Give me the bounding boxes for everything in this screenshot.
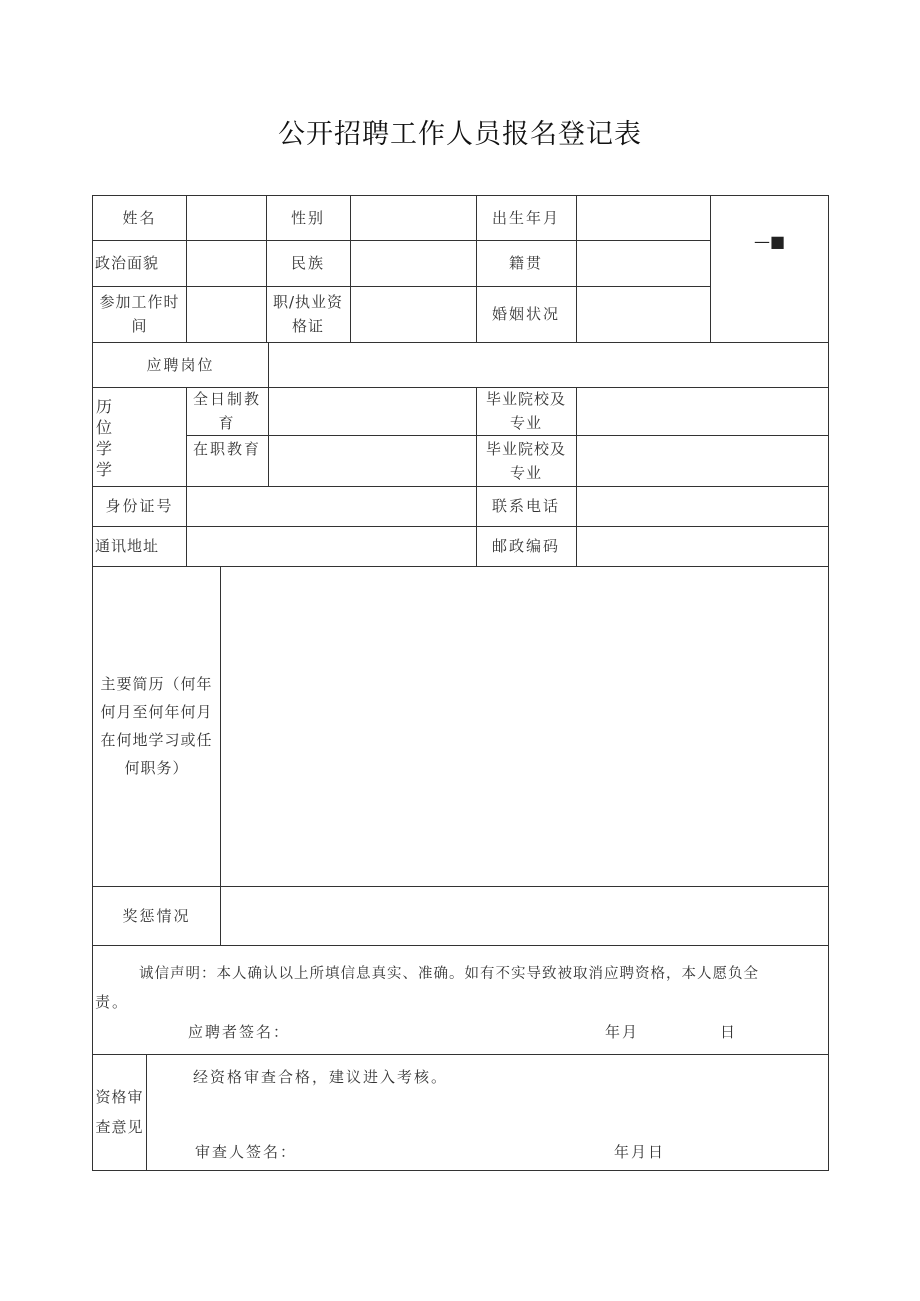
review-date: 年月日 xyxy=(614,1143,666,1161)
birth-input[interactable] xyxy=(577,196,710,240)
native-place-input[interactable] xyxy=(577,240,710,286)
applicant-signature-field[interactable] xyxy=(293,1019,593,1045)
applicant-signature-label: 应聘者签名： xyxy=(188,1023,291,1041)
inservice-school-input[interactable] xyxy=(577,435,828,486)
column-divider xyxy=(146,1054,147,1170)
birth-label: 出生年月 xyxy=(491,209,560,227)
declaration-text: 诚信声明：本人确认以上所填信息真实、准确。如有不实导致被取消应聘资格，本人愿负全 xyxy=(139,966,759,982)
position-input[interactable] xyxy=(269,342,828,387)
photo-box[interactable]: —■ xyxy=(753,232,786,251)
name-label: 姓名 xyxy=(122,209,157,227)
reviewer-signature-label: 审查人签名： xyxy=(195,1143,298,1161)
native-place-label: 籍贯 xyxy=(508,254,543,272)
postcode-label: 邮政编码 xyxy=(491,537,560,555)
phone-label: 联系电话 xyxy=(491,497,560,515)
declaration-date-month: 年月 xyxy=(605,1023,640,1041)
postcode-input[interactable] xyxy=(577,526,828,566)
politics-input[interactable] xyxy=(187,240,266,286)
id-number-input[interactable] xyxy=(187,486,476,526)
name-input[interactable] xyxy=(187,196,266,240)
id-number-label: 身份证号 xyxy=(105,497,174,515)
fulltime-education-input[interactable] xyxy=(269,387,476,435)
awards-input[interactable] xyxy=(221,886,828,945)
awards-label: 奖惩情况 xyxy=(122,906,191,925)
fulltime-school-label: 毕业院校及 专业 xyxy=(485,390,566,432)
marital-label: 婚姻状况 xyxy=(491,305,560,323)
review-label: 资格审 查意见 xyxy=(95,1088,144,1136)
marital-input[interactable] xyxy=(577,286,710,342)
inservice-school-label: 毕业院校及 专业 xyxy=(485,439,566,482)
position-label: 应聘岗位 xyxy=(146,355,215,374)
resume-label: 主要简历（何年 何月至何年何月 在何地学习或任 何职务） xyxy=(100,675,213,777)
inservice-education-label: 在职教育 xyxy=(192,440,261,458)
address-input[interactable] xyxy=(187,526,476,566)
ethnicity-label: 民族 xyxy=(290,254,325,272)
review-opinion: 经资格审查合格，建议进入考核。 xyxy=(193,1068,449,1086)
education-group-label: 历 位 学 学 xyxy=(96,397,115,479)
gender-input[interactable] xyxy=(351,196,476,240)
registration-form xyxy=(92,195,829,1171)
declaration-text-end: 责。 xyxy=(95,993,130,1011)
reviewer-signature-field[interactable] xyxy=(298,1139,598,1165)
address-label: 通讯地址 xyxy=(95,537,160,555)
ethnicity-input[interactable] xyxy=(351,240,476,286)
fulltime-school-input[interactable] xyxy=(577,387,828,435)
politics-label: 政治面貌 xyxy=(95,254,160,272)
certificate-label: 职/执业资 格证 xyxy=(272,293,344,335)
phone-input[interactable] xyxy=(577,486,828,526)
work-start-input[interactable] xyxy=(187,286,266,342)
row-divider xyxy=(93,1054,828,1055)
gender-label: 性别 xyxy=(290,209,325,227)
row-divider xyxy=(93,945,828,946)
declaration-date-day: 日 xyxy=(720,1023,738,1041)
fulltime-education-label: 全日制教 育 xyxy=(192,390,261,432)
certificate-input[interactable] xyxy=(351,286,476,342)
inservice-education-input[interactable] xyxy=(269,435,476,486)
form-title: 公开招聘工作人员报名登记表 xyxy=(278,119,642,150)
work-start-label: 参加工作时 间 xyxy=(99,293,180,335)
resume-input[interactable] xyxy=(221,566,828,886)
